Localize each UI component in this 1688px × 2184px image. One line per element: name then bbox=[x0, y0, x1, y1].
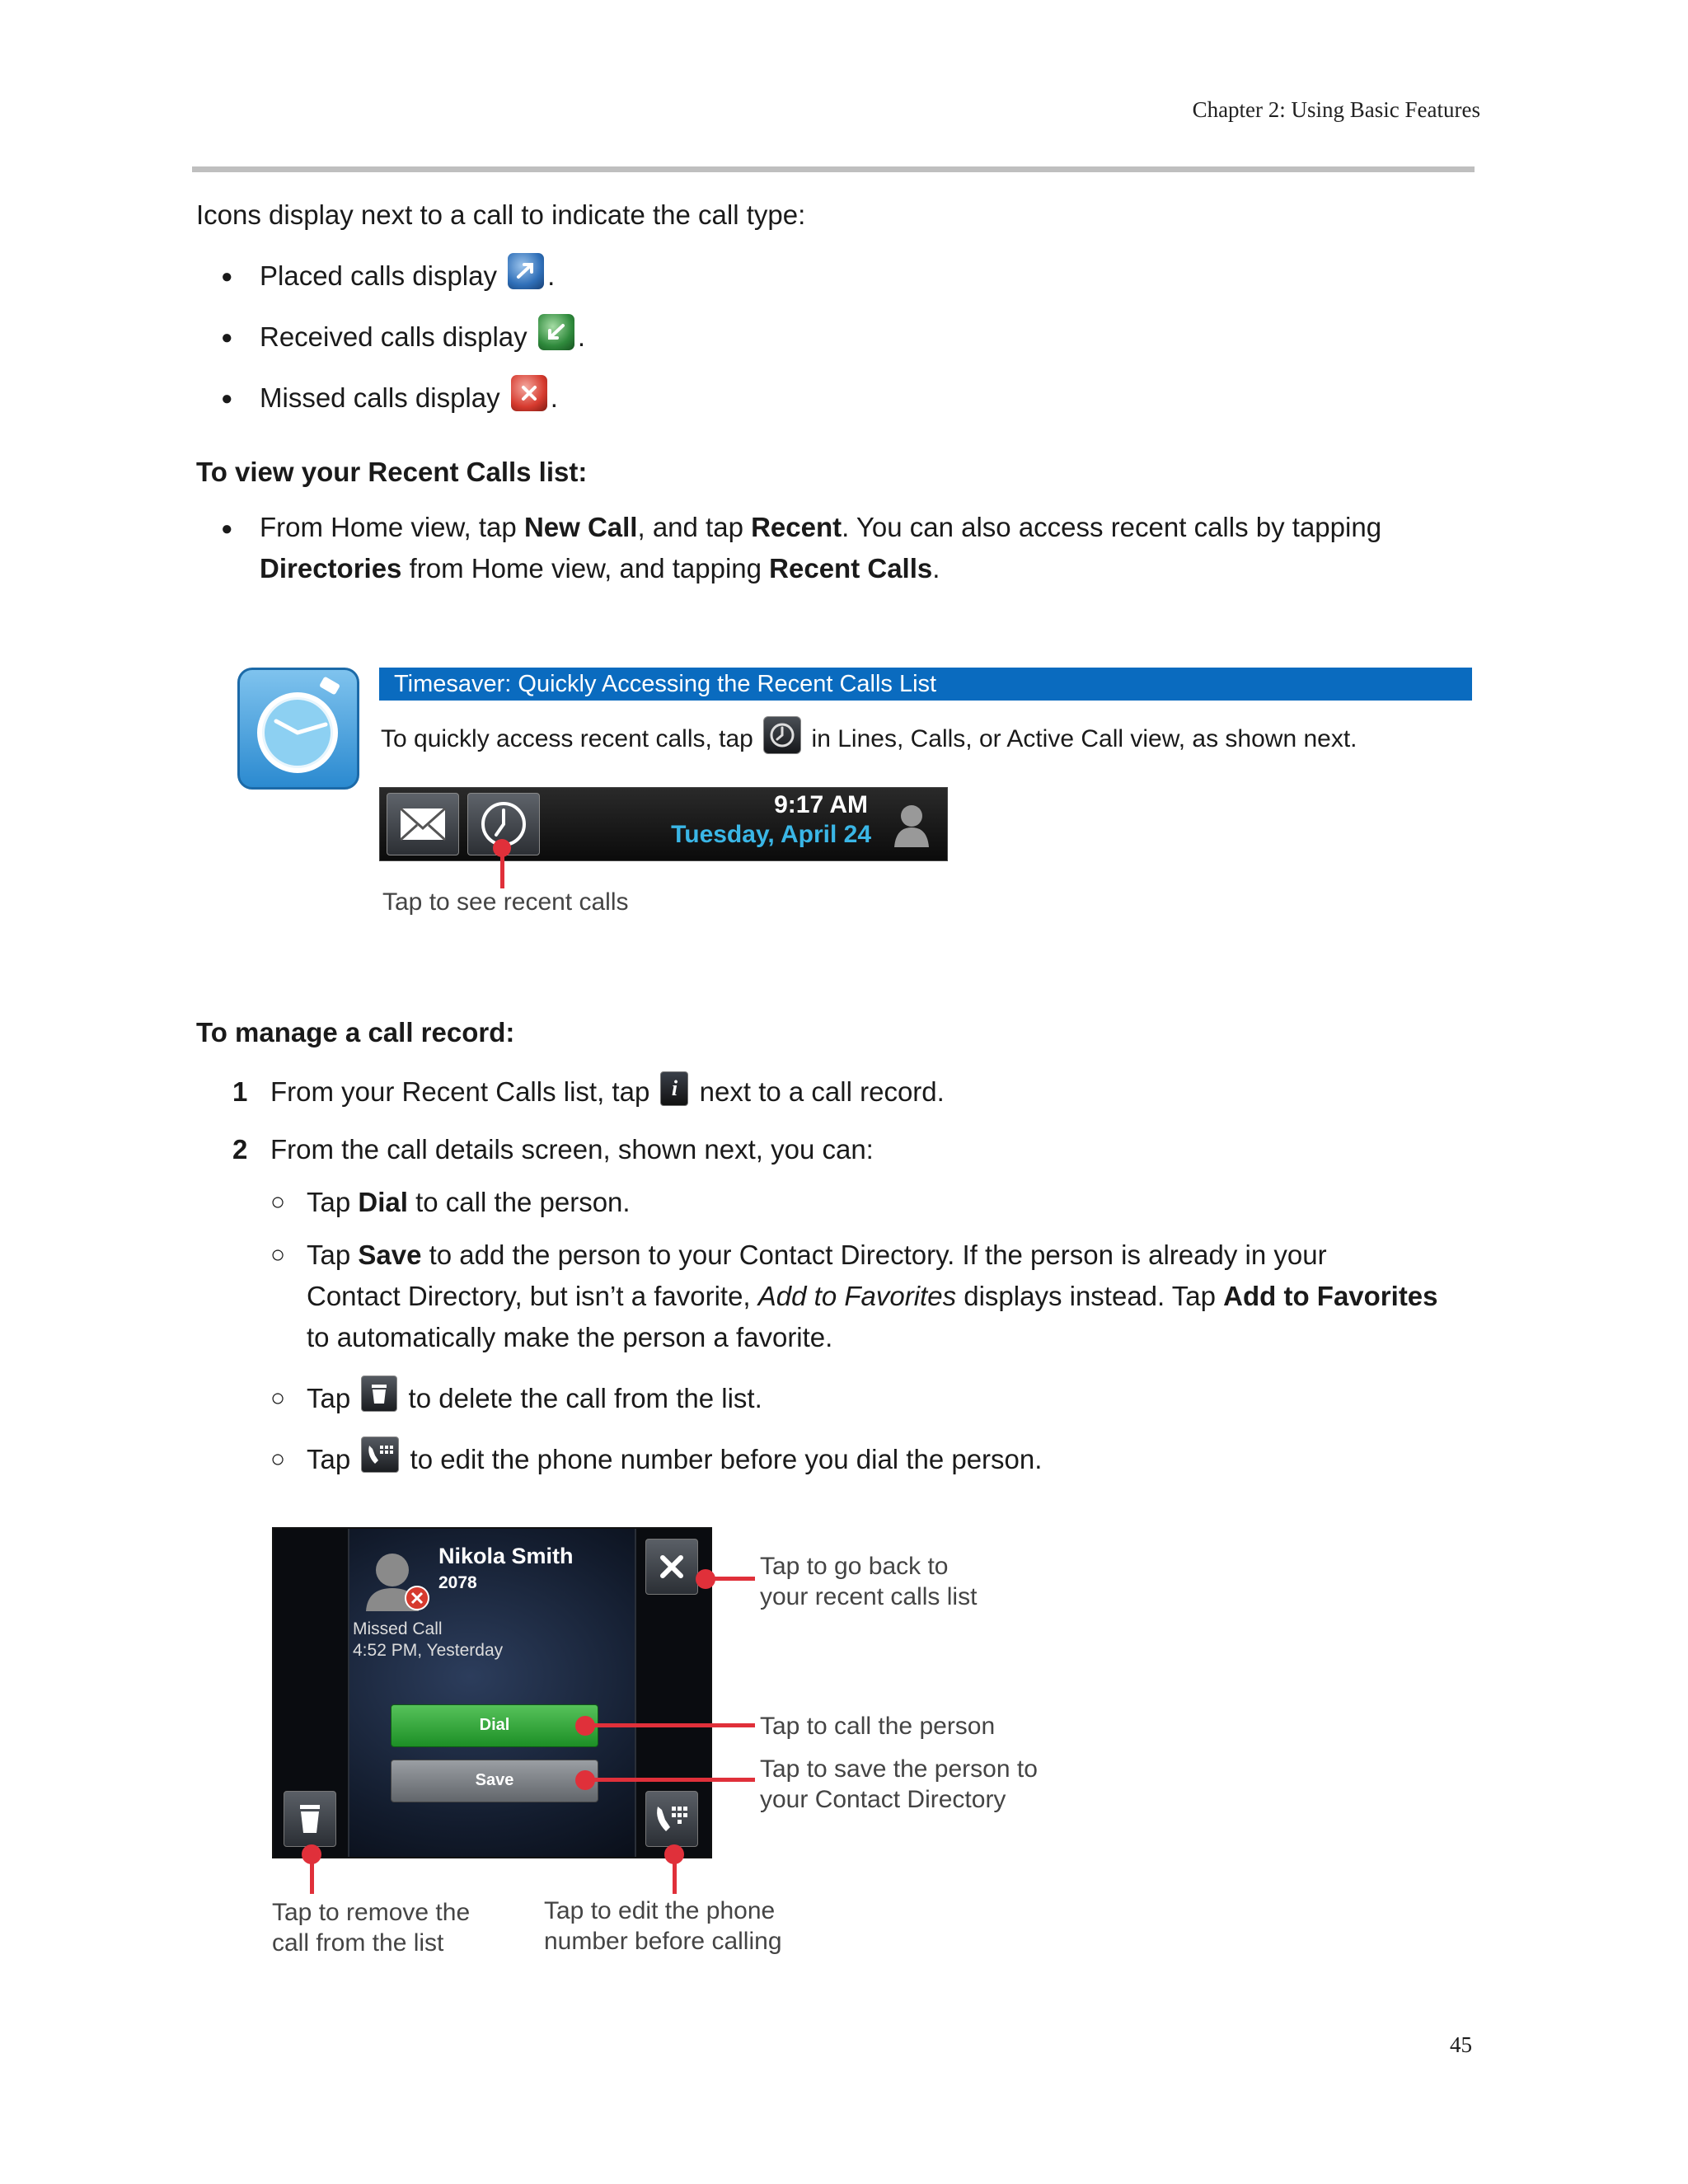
timesaver-title: Timesaver: Quickly Accessing the Recent Calls List bbox=[379, 668, 1472, 701]
callout-line bbox=[706, 1577, 755, 1581]
callout-save-line2: your Contact Directory bbox=[760, 1786, 1006, 1813]
phone-status-bar bbox=[379, 787, 948, 861]
trash-icon bbox=[284, 1792, 335, 1846]
missed-calls-item: Missed calls display . bbox=[260, 377, 558, 419]
sub-bullet: ○ bbox=[270, 1446, 286, 1473]
close-icon bbox=[646, 1540, 697, 1594]
callout-line bbox=[585, 1778, 755, 1782]
placed-calls-label: Placed calls display bbox=[260, 260, 497, 291]
callout-line bbox=[310, 1853, 314, 1894]
callout-back-line1: Tap to go back to bbox=[760, 1553, 949, 1580]
received-calls-label: Received calls display bbox=[260, 321, 528, 352]
callout-save-line1: Tap to save the person to bbox=[760, 1755, 1038, 1783]
callout-dot bbox=[493, 839, 511, 857]
substep-edit: Tap to edit the phone number before you dial the person. bbox=[307, 1439, 1042, 1480]
dial-button[interactable]: Dial bbox=[391, 1704, 598, 1747]
bullet-dot: ● bbox=[221, 265, 233, 288]
info-icon: i bbox=[660, 1071, 688, 1106]
sub-bullet: ○ bbox=[270, 1385, 286, 1412]
substep-dial: Tap Dial to call the person. bbox=[307, 1187, 631, 1217]
contact-name: Nikola Smith bbox=[438, 1544, 574, 1568]
edit-number-keypad-icon bbox=[361, 1436, 399, 1473]
call-details-screen bbox=[272, 1527, 712, 1858]
step-1: From your Recent Calls list, tap i next to a call record. bbox=[270, 1071, 945, 1113]
placed-call-icon bbox=[508, 253, 544, 289]
page-number: 45 bbox=[1450, 2032, 1472, 2057]
manage-heading: To manage a call record: bbox=[196, 1017, 515, 1047]
close-button[interactable] bbox=[645, 1539, 698, 1595]
missed-call-icon bbox=[511, 375, 547, 411]
callout-remove-line2: call from the list bbox=[272, 1929, 444, 1957]
contact-avatar bbox=[359, 1542, 432, 1615]
bullet-dot: ● bbox=[221, 326, 233, 349]
callout-remove-line1: Tap to remove the bbox=[272, 1899, 471, 1926]
chapter-header: Chapter 2: Using Basic Features bbox=[1192, 97, 1480, 122]
callout-back-line2: your recent calls list bbox=[760, 1583, 978, 1610]
contact-number: 2078 bbox=[438, 1573, 477, 1592]
view-heading: To view your Recent Calls list: bbox=[196, 457, 588, 487]
intro-text: Icons display next to a call to indicate the call type: bbox=[196, 199, 806, 230]
edit-number-keypad-icon bbox=[646, 1792, 697, 1846]
step-number: 1 bbox=[232, 1076, 248, 1107]
bullet-dot: ● bbox=[221, 518, 233, 540]
callout-edit-line1: Tap to edit the phone bbox=[544, 1897, 776, 1924]
step-2: From the call details screen, shown next, you can: bbox=[270, 1134, 874, 1165]
recent-calls-clock-icon bbox=[763, 716, 801, 754]
placed-calls-item: Placed calls display . bbox=[260, 255, 555, 297]
user-avatar-icon[interactable] bbox=[888, 799, 935, 849]
call-time: 4:52 PM, Yesterday bbox=[353, 1641, 504, 1660]
received-calls-item: Received calls display . bbox=[260, 316, 585, 358]
call-status: Missed Call bbox=[353, 1619, 443, 1638]
bullet-dot: ● bbox=[221, 387, 233, 410]
callout-line bbox=[673, 1853, 677, 1894]
substep-save-line3: to automatically make the person a favorite. bbox=[307, 1322, 833, 1352]
edit-number-button[interactable] bbox=[645, 1791, 698, 1847]
view-step-line1: From Home view, tap New Call, and tap Recent. You can also access recent calls by tapping bbox=[260, 512, 1382, 542]
header-rule bbox=[192, 166, 1475, 172]
phone-time: 9:17 AM bbox=[774, 791, 868, 818]
view-step-line2: Directories from Home view, and tapping Recent Calls. bbox=[260, 553, 940, 583]
step-number: 2 bbox=[232, 1134, 248, 1165]
substep-save-line2: Contact Directory, but isn’t a favorite, Add to Favorites displays instead. Tap Add to Favorites bbox=[307, 1281, 1438, 1311]
substep-delete: Tap to delete the call from the list. bbox=[307, 1378, 762, 1419]
delete-call-button[interactable] bbox=[284, 1791, 336, 1847]
sub-bullet: ○ bbox=[270, 1188, 286, 1216]
stopwatch-icon bbox=[237, 668, 359, 790]
received-call-icon bbox=[538, 314, 574, 350]
missed-calls-label: Missed calls display bbox=[260, 382, 500, 413]
callout-edit-line2: number before calling bbox=[544, 1928, 782, 1955]
phone-date: Tuesday, April 24 bbox=[671, 821, 871, 848]
trash-icon bbox=[361, 1376, 397, 1412]
messages-envelope-icon[interactable] bbox=[387, 793, 459, 855]
callout-call: Tap to call the person bbox=[760, 1713, 996, 1740]
substep-save-line1: Tap Save to add the person to your Contact Directory. If the person is already in your bbox=[307, 1240, 1327, 1270]
timesaver-text: To quickly access recent calls, tap in Lines, Calls, or Active Call view, as shown next. bbox=[381, 719, 1357, 760]
callout-line bbox=[585, 1723, 755, 1727]
recent-calls-callout: Tap to see recent calls bbox=[382, 888, 629, 916]
sub-bullet: ○ bbox=[270, 1241, 286, 1268]
save-button[interactable]: Save bbox=[391, 1760, 598, 1802]
